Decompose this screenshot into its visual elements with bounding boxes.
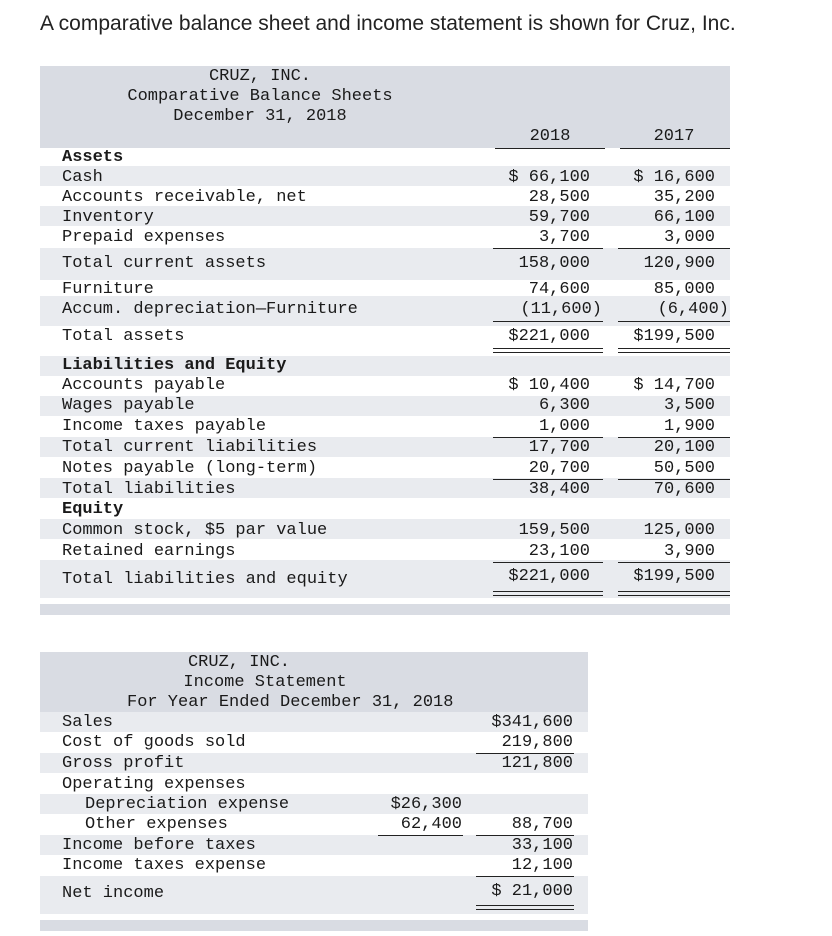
bs-row-label: Retained earnings (62, 542, 236, 561)
net-income-label: Net income (62, 884, 165, 903)
bs-value-2018: 20,700 (528, 459, 590, 478)
bs-value-2017: 70,600 (653, 480, 715, 499)
bs-value-2017: 125,000 (643, 521, 715, 540)
liabilities-heading: Liabilities and Equity (62, 356, 287, 375)
is-footer-band (40, 920, 588, 931)
bs-value-2018: 3,700 (538, 228, 590, 247)
bs-value-2017: 3,000 (663, 228, 715, 247)
bs-value-2017: $ 14,700 (633, 376, 715, 395)
bs-date: December 31, 2018 (173, 107, 347, 126)
net-income-value: $ 21,000 (491, 882, 573, 901)
opex-label: Operating expenses (62, 775, 246, 794)
bs-row-label: Total liabilities (62, 480, 236, 499)
bs-value-2017: 1,900 (663, 417, 715, 436)
bs-row-label: Furniture (62, 280, 154, 299)
depreciation-label: Depreciation expense (85, 795, 290, 814)
bs-footer-band (40, 604, 730, 615)
is-title: Income Statement (183, 673, 347, 692)
bs-value-2017: 50,500 (653, 459, 715, 478)
bs-value-2018: $ 10,400 (508, 376, 590, 395)
opex-total-value: 88,700 (511, 815, 573, 834)
bs-value-2018: 158,000 (518, 254, 590, 273)
bs-company: CRUZ, INC. (208, 67, 312, 86)
bs-value-2018: 59,700 (528, 208, 590, 227)
bs-row-label: Common stock, $5 par value (62, 521, 328, 540)
bs-value-2017: 20,100 (653, 438, 715, 457)
col-2017-header: 2017 (653, 127, 695, 146)
is-period: For Year Ended December 31, 2018 (127, 693, 454, 712)
income-before-taxes-label: Income before taxes (62, 836, 256, 855)
bs-row-label: Total liabilities and equity (62, 570, 348, 589)
bs-row-label: Accounts payable (62, 376, 226, 395)
is-company: CRUZ, INC. (187, 653, 291, 672)
bs-row-label: Cash (62, 168, 103, 187)
col-2018-header: 2018 (529, 127, 571, 146)
bs-value-2018: 28,500 (528, 188, 590, 207)
bs-value-2018: 6,300 (538, 396, 590, 415)
bs-row-label: Total current assets (62, 254, 267, 273)
cogs-label: Cost of goods sold (62, 733, 246, 752)
bs-value-2018: (11,600) (520, 300, 602, 319)
bs-value-2017: (6,400) (657, 300, 729, 319)
bs-value-2018: 159,500 (518, 521, 590, 540)
bs-row-label: Total assets (62, 327, 185, 346)
bs-row-label: Wages payable (62, 396, 195, 415)
bs-row-label: Accounts receivable, net (62, 188, 307, 207)
intro-text: A comparative balance sheet and income statement is shown for Cruz, Inc. (40, 12, 736, 35)
tax-expense-label: Income taxes expense (62, 856, 267, 875)
bs-value-2018: $ 66,100 (508, 168, 590, 187)
bs-value-2018: 38,400 (528, 480, 590, 499)
bs-value-2017: $199,500 (633, 327, 715, 346)
bs-value-2017: 3,900 (663, 542, 715, 561)
gross-profit-value: 121,800 (501, 754, 573, 773)
assets-heading: Assets (62, 148, 124, 167)
income-before-taxes-value: 33,100 (511, 836, 573, 855)
bs-value-2018: 1,000 (538, 417, 590, 436)
other-expenses-value: 62,400 (400, 815, 462, 834)
tax-expense-value: 12,100 (511, 856, 573, 875)
bs-value-2017: 35,200 (653, 188, 715, 207)
bs-value-2018: $221,000 (508, 327, 590, 346)
bs-row-label: Accum. depreciation—Furniture (62, 300, 358, 319)
bs-value-2017: $199,500 (633, 567, 715, 586)
cogs-value: 219,800 (501, 733, 573, 752)
bs-value-2017: 3,500 (663, 396, 715, 415)
bs-value-2018: $221,000 (508, 567, 590, 586)
bs-value-2017: 66,100 (653, 208, 715, 227)
gross-profit-label: Gross profit (62, 754, 185, 773)
bs-value-2018: 74,600 (528, 280, 590, 299)
bs-row-label: Inventory (62, 208, 154, 227)
depreciation-value: $26,300 (390, 795, 462, 814)
bs-row-label: Income taxes payable (62, 417, 267, 436)
bs-title: Comparative Balance Sheets (127, 87, 393, 106)
bs-value-2017: 120,900 (643, 254, 715, 273)
sales-value: $341,600 (491, 713, 573, 732)
bs-row-label: Total current liabilities (62, 438, 318, 457)
equity-heading: Equity (62, 500, 124, 519)
other-expenses-label: Other expenses (85, 815, 228, 834)
bs-value-2018: 17,700 (528, 438, 590, 457)
bs-value-2018: 23,100 (528, 542, 590, 561)
bs-value-2017: $ 16,600 (633, 168, 715, 187)
bs-value-2017: 85,000 (653, 280, 715, 299)
bs-row-label: Prepaid expenses (62, 228, 226, 247)
sales-label: Sales (62, 713, 114, 732)
bs-row-label: Notes payable (long-term) (62, 459, 318, 478)
